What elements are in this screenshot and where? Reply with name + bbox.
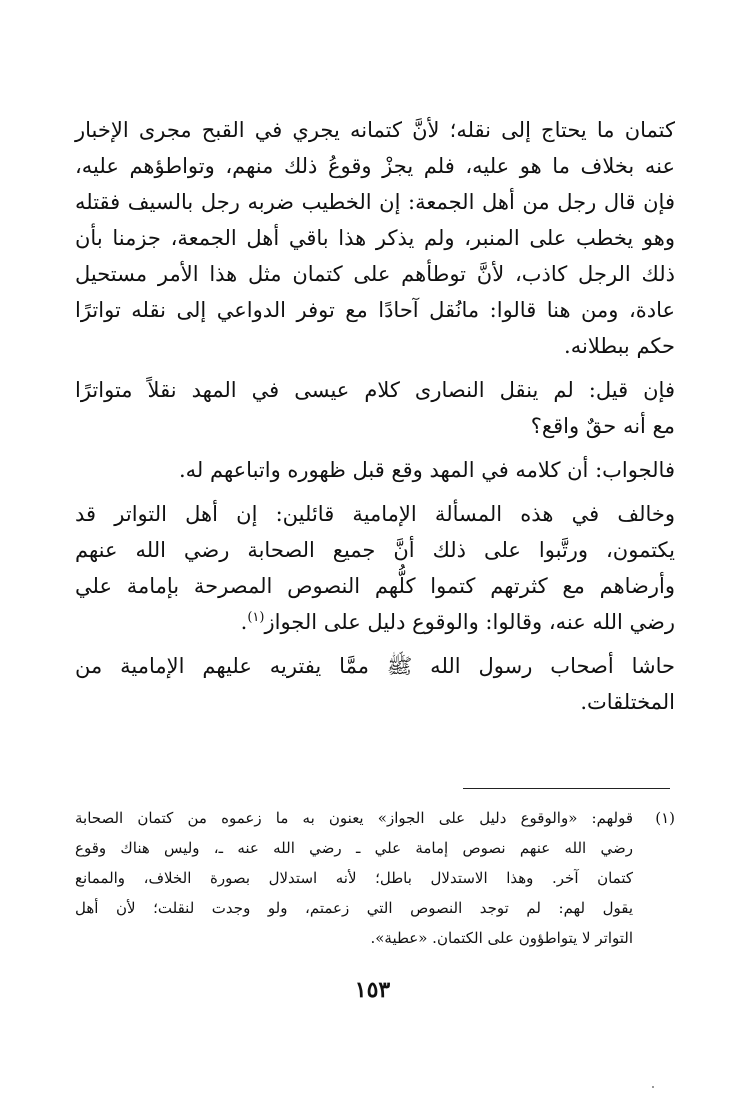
sentence-end: .: [240, 610, 248, 634]
paragraph-4: [75, 496, 675, 640]
text-line: فإن قيل: لم ينقل النصارى كلام عيسى في المهد نقلاً متواترًا: [75, 378, 675, 402]
footnote-line: التواتر لا يتواطؤون على الكتمان. «عطية».: [370, 929, 633, 947]
footnote-number: (١): [655, 809, 675, 827]
text-line: يكتمون، ورتَّبوا على ذلك أنَّ جميع الصحابة رضي الله عنهم: [75, 538, 675, 562]
text-line: فإن قال رجل من أهل الجمعة: إن الخطيب ضربه رجل بالسيف فقتله: [75, 190, 675, 214]
main-text: [75, 112, 675, 728]
text-line: مع أنه حقٌ واقع؟: [530, 414, 675, 438]
paragraph-5: [75, 648, 675, 720]
page-number: ١٥٣: [354, 977, 391, 1003]
paragraph-1: [75, 112, 675, 364]
footnote-line: رضي الله عنهم نصوص إمامة علي ـ رضي الله عنه ـ، وليس هناك وقوع: [75, 839, 633, 857]
footnote-line: قولهم: «والوقوع دليل على الجواز» يعنون به ما زعموه من كتمان الصحابة: [75, 809, 633, 827]
text-fragment: رضي الله عنه، وقالوا: والوقوع دليل على الجواز: [264, 610, 675, 634]
text-line: عادة، ومن هنا قالوا: مانُقل آحادًا مع توفر الدواعي إلى نقله تواترًا: [75, 298, 675, 322]
text-line: كتمان ما يحتاج إلى نقله؛ لأنَّ كتمانه يجري في القبح مجرى الإخبار: [75, 118, 675, 142]
text-line: وخالف في هذه المسألة الإمامية قائلين: إن أهل التواتر قد: [75, 502, 675, 526]
text-line: فالجواب: أن كلامه في المهد وقع قبل ظهوره واتباعهم له.: [178, 458, 675, 482]
text-line: حكم ببطلانه.: [564, 334, 675, 358]
footnote-body: [75, 803, 633, 953]
text-line: وهو يخطب على المنبر، ولم يذكر هذا باقي أهل الجمعة، جزمنا بأن: [75, 226, 675, 250]
text-line: حاشا أصحاب رسول الله ﷺ ممَّا يفتريه عليهم الإمامية من: [75, 654, 675, 678]
text-line: عنه بخلاف ما هو عليه، فلم يجزْ وقوعُ ذلك منهم، وتواطؤهم عليه،: [75, 154, 675, 178]
footnote-reference[interactable]: (١): [247, 610, 265, 625]
footnote: [75, 803, 675, 953]
text-line: [75, 604, 675, 640]
text-line: المختلقات.: [580, 690, 675, 714]
footnote-separator: [463, 788, 670, 789]
text-line: وأرضاهم مع كثرتهم كتموا كلُّهم النصوص المصرحة بإمامة علي: [75, 574, 675, 598]
footnote-line: كتمان آخر. وهذا الاستدلال باطل؛ لأنه استدلال بصورة الخلاف، والممانع: [75, 869, 633, 887]
footnote-line: يقول لهم: لم توجد النصوص التي زعمتم، ولو وجدت لنقلت؛ لأن أهل: [75, 899, 633, 917]
scan-speck: [652, 1086, 654, 1088]
text-line: ذلك الرجل كاذب، لأنَّ توطأهم على كتمان مثل هذا الأمر مستحيل: [75, 262, 675, 286]
paragraph-3: [75, 452, 675, 488]
paragraph-2: [75, 372, 675, 444]
